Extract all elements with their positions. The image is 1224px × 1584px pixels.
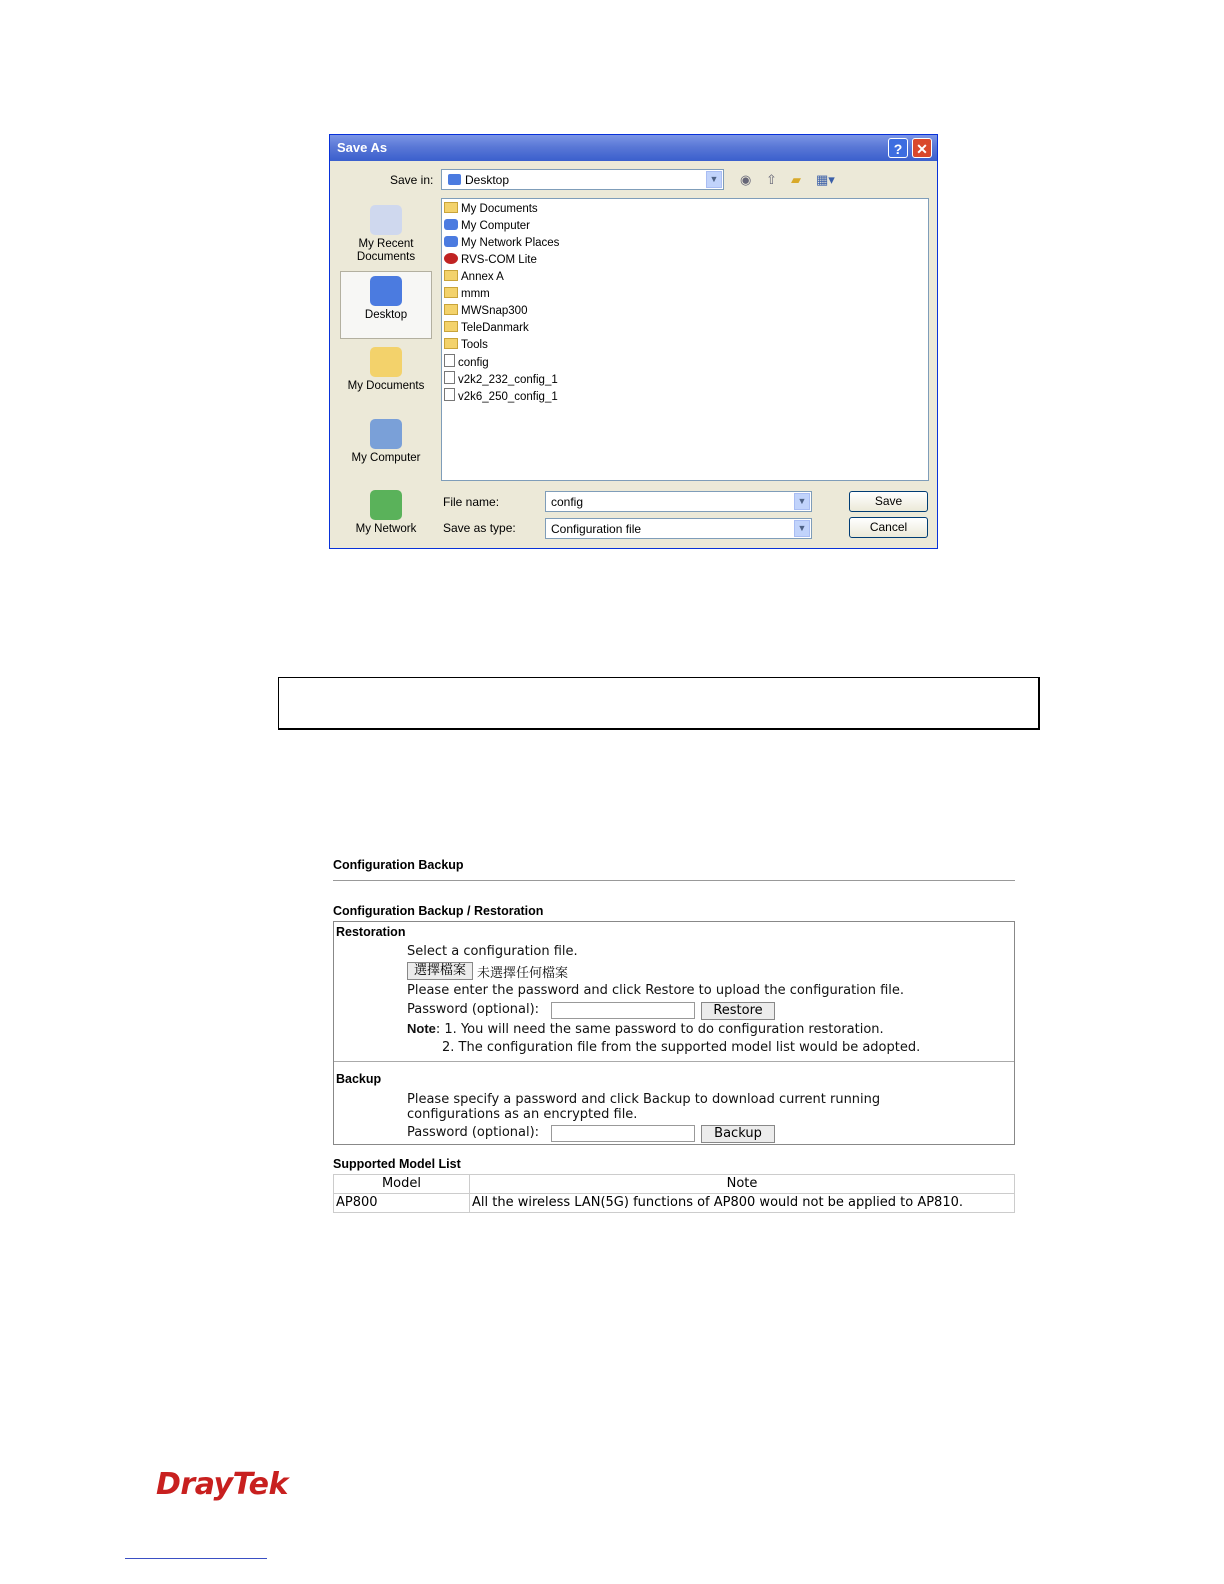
file-icon (444, 354, 455, 367)
file-name: mmm (461, 288, 490, 300)
place-label: My Recent Documents (356, 238, 416, 263)
file-name: v2k2_232_config_1 (458, 374, 558, 386)
list-item[interactable] (444, 235, 559, 252)
backup-title: Backup (336, 1072, 382, 1086)
backup-instruction-2: configurations as an encrypted file. (407, 1107, 638, 1122)
draytek-logo: DrayTek (156, 1467, 288, 1502)
file-name: My Computer (461, 220, 531, 232)
table-row (334, 1194, 1015, 1213)
restore-button[interactable]: Restore (701, 1002, 775, 1020)
file-name: v2k6_250_config_1 (458, 391, 558, 403)
save-type-label: Save as type: (443, 521, 516, 535)
list-item[interactable] (444, 337, 488, 354)
recent-documents-icon (370, 205, 402, 235)
place-my-network[interactable] (340, 490, 432, 536)
file-name: My Network Places (461, 237, 560, 249)
file-icon (444, 371, 455, 384)
close-icon[interactable]: ✕ (912, 138, 932, 158)
place-label: Desktop (364, 309, 408, 321)
note-label: Note (407, 1021, 436, 1036)
model-list-title: Supported Model List (333, 1157, 461, 1171)
place-label: My Network (355, 523, 417, 535)
back-icon[interactable]: ◉ (740, 172, 752, 187)
note-line-2: 2. The configuration file from the supported model list would be adopted. (442, 1040, 921, 1055)
save-in-value: Desktop (465, 173, 510, 187)
backup-password-input[interactable] (551, 1125, 695, 1142)
section-title: Configuration Backup / Restoration (333, 904, 544, 918)
chevron-down-icon[interactable]: ▼ (706, 171, 722, 188)
save-button[interactable]: Save (849, 491, 928, 512)
list-item[interactable] (444, 354, 489, 371)
documents-folder-icon (370, 347, 402, 377)
file-name: My Documents (461, 203, 538, 215)
app-icon (444, 253, 458, 264)
file-icon (444, 388, 455, 401)
network-icon (444, 236, 458, 247)
list-item[interactable] (444, 252, 537, 269)
select-file-text: Select a configuration file. (407, 944, 578, 959)
dialog-title-bar[interactable] (330, 135, 937, 161)
help-icon[interactable]: ? (888, 138, 908, 158)
choose-file-button[interactable]: 選擇檔案 (407, 962, 473, 980)
place-my-documents[interactable] (340, 347, 432, 393)
backup-instruction-1: Please specify a password and click Backup to download current running (407, 1092, 881, 1107)
backup-button[interactable]: Backup (701, 1125, 775, 1143)
note-cell: All the wireless LAN(5G) functions of AP800 would not be applied to AP810. (470, 1194, 1015, 1213)
place-label: My Documents (347, 380, 425, 392)
cancel-button[interactable]: Cancel (849, 517, 928, 538)
file-name: RVS-COM Lite (461, 254, 537, 266)
place-label: My Computer (351, 452, 421, 464)
restore-password-input[interactable] (551, 1002, 695, 1019)
note-line-1 (407, 1021, 884, 1037)
folder-icon (444, 304, 458, 315)
up-folder-icon[interactable]: ⇧ (766, 172, 777, 187)
list-item[interactable] (444, 286, 490, 303)
save-in-dropdown[interactable] (441, 169, 724, 190)
title-divider (333, 880, 1015, 881)
list-item[interactable] (444, 388, 558, 405)
footer-link-underline (125, 1558, 267, 1559)
note-1-text: : 1. You will need the same password to do configuration restoration. (435, 1022, 884, 1037)
file-name: MWSnap300 (461, 305, 528, 317)
file-name: Annex A (461, 271, 504, 283)
note-box (278, 677, 1040, 730)
list-item[interactable] (444, 201, 538, 218)
folder-icon (444, 321, 458, 332)
column-header-model: Model (334, 1175, 470, 1194)
new-folder-icon[interactable]: ▰ (791, 172, 801, 187)
model-cell: AP800 (334, 1194, 470, 1213)
chevron-down-icon[interactable]: ▼ (794, 520, 810, 537)
file-name-value: config (551, 495, 584, 509)
column-header-note: Note (470, 1175, 1015, 1194)
list-item[interactable] (444, 320, 529, 337)
folder-icon (444, 270, 458, 281)
restoration-title: Restoration (336, 925, 406, 939)
dialog-title: Save As (337, 140, 388, 155)
folder-icon (444, 338, 458, 349)
page-title: Configuration Backup (333, 858, 464, 872)
place-my-computer[interactable] (340, 419, 432, 465)
place-my-recent-documents[interactable] (340, 205, 432, 264)
file-list[interactable] (441, 198, 929, 481)
save-in-label: Save in: (390, 173, 434, 187)
list-item[interactable] (444, 371, 558, 388)
desktop-icon (448, 174, 461, 185)
chevron-down-icon[interactable]: ▼ (794, 493, 810, 510)
save-type-value: Configuration file (551, 522, 642, 536)
file-name: config (458, 357, 489, 369)
restore-instruction: Please enter the password and click Restore to upload the configuration file. (407, 983, 905, 998)
save-type-select[interactable] (545, 518, 812, 539)
section-divider (334, 1061, 1014, 1062)
view-menu-icon[interactable]: ▦▾ (816, 172, 835, 187)
save-as-dialog (329, 134, 938, 549)
places-bar (340, 199, 432, 539)
model-list-table (333, 1174, 1015, 1213)
list-item[interactable] (444, 269, 504, 286)
computer-icon (370, 419, 402, 449)
desktop-icon (370, 276, 402, 306)
file-name-input[interactable] (545, 491, 812, 512)
restore-password-label: Password (optional): (407, 1002, 540, 1017)
computer-icon (444, 219, 458, 230)
folder-icon (444, 287, 458, 298)
file-name-label: File name: (443, 495, 500, 509)
place-desktop[interactable] (340, 271, 432, 339)
folder-icon (444, 202, 458, 213)
list-item[interactable] (444, 218, 530, 235)
list-item[interactable] (444, 303, 527, 320)
no-file-chosen-text: 未選擇任何檔案 (477, 966, 569, 981)
backup-password-label: Password (optional): (407, 1125, 540, 1140)
table-header-row (334, 1175, 1015, 1194)
file-name: TeleDanmark (461, 322, 529, 334)
file-name: Tools (461, 339, 488, 351)
network-icon (370, 490, 402, 520)
backup-restoration-panel (333, 921, 1015, 1145)
